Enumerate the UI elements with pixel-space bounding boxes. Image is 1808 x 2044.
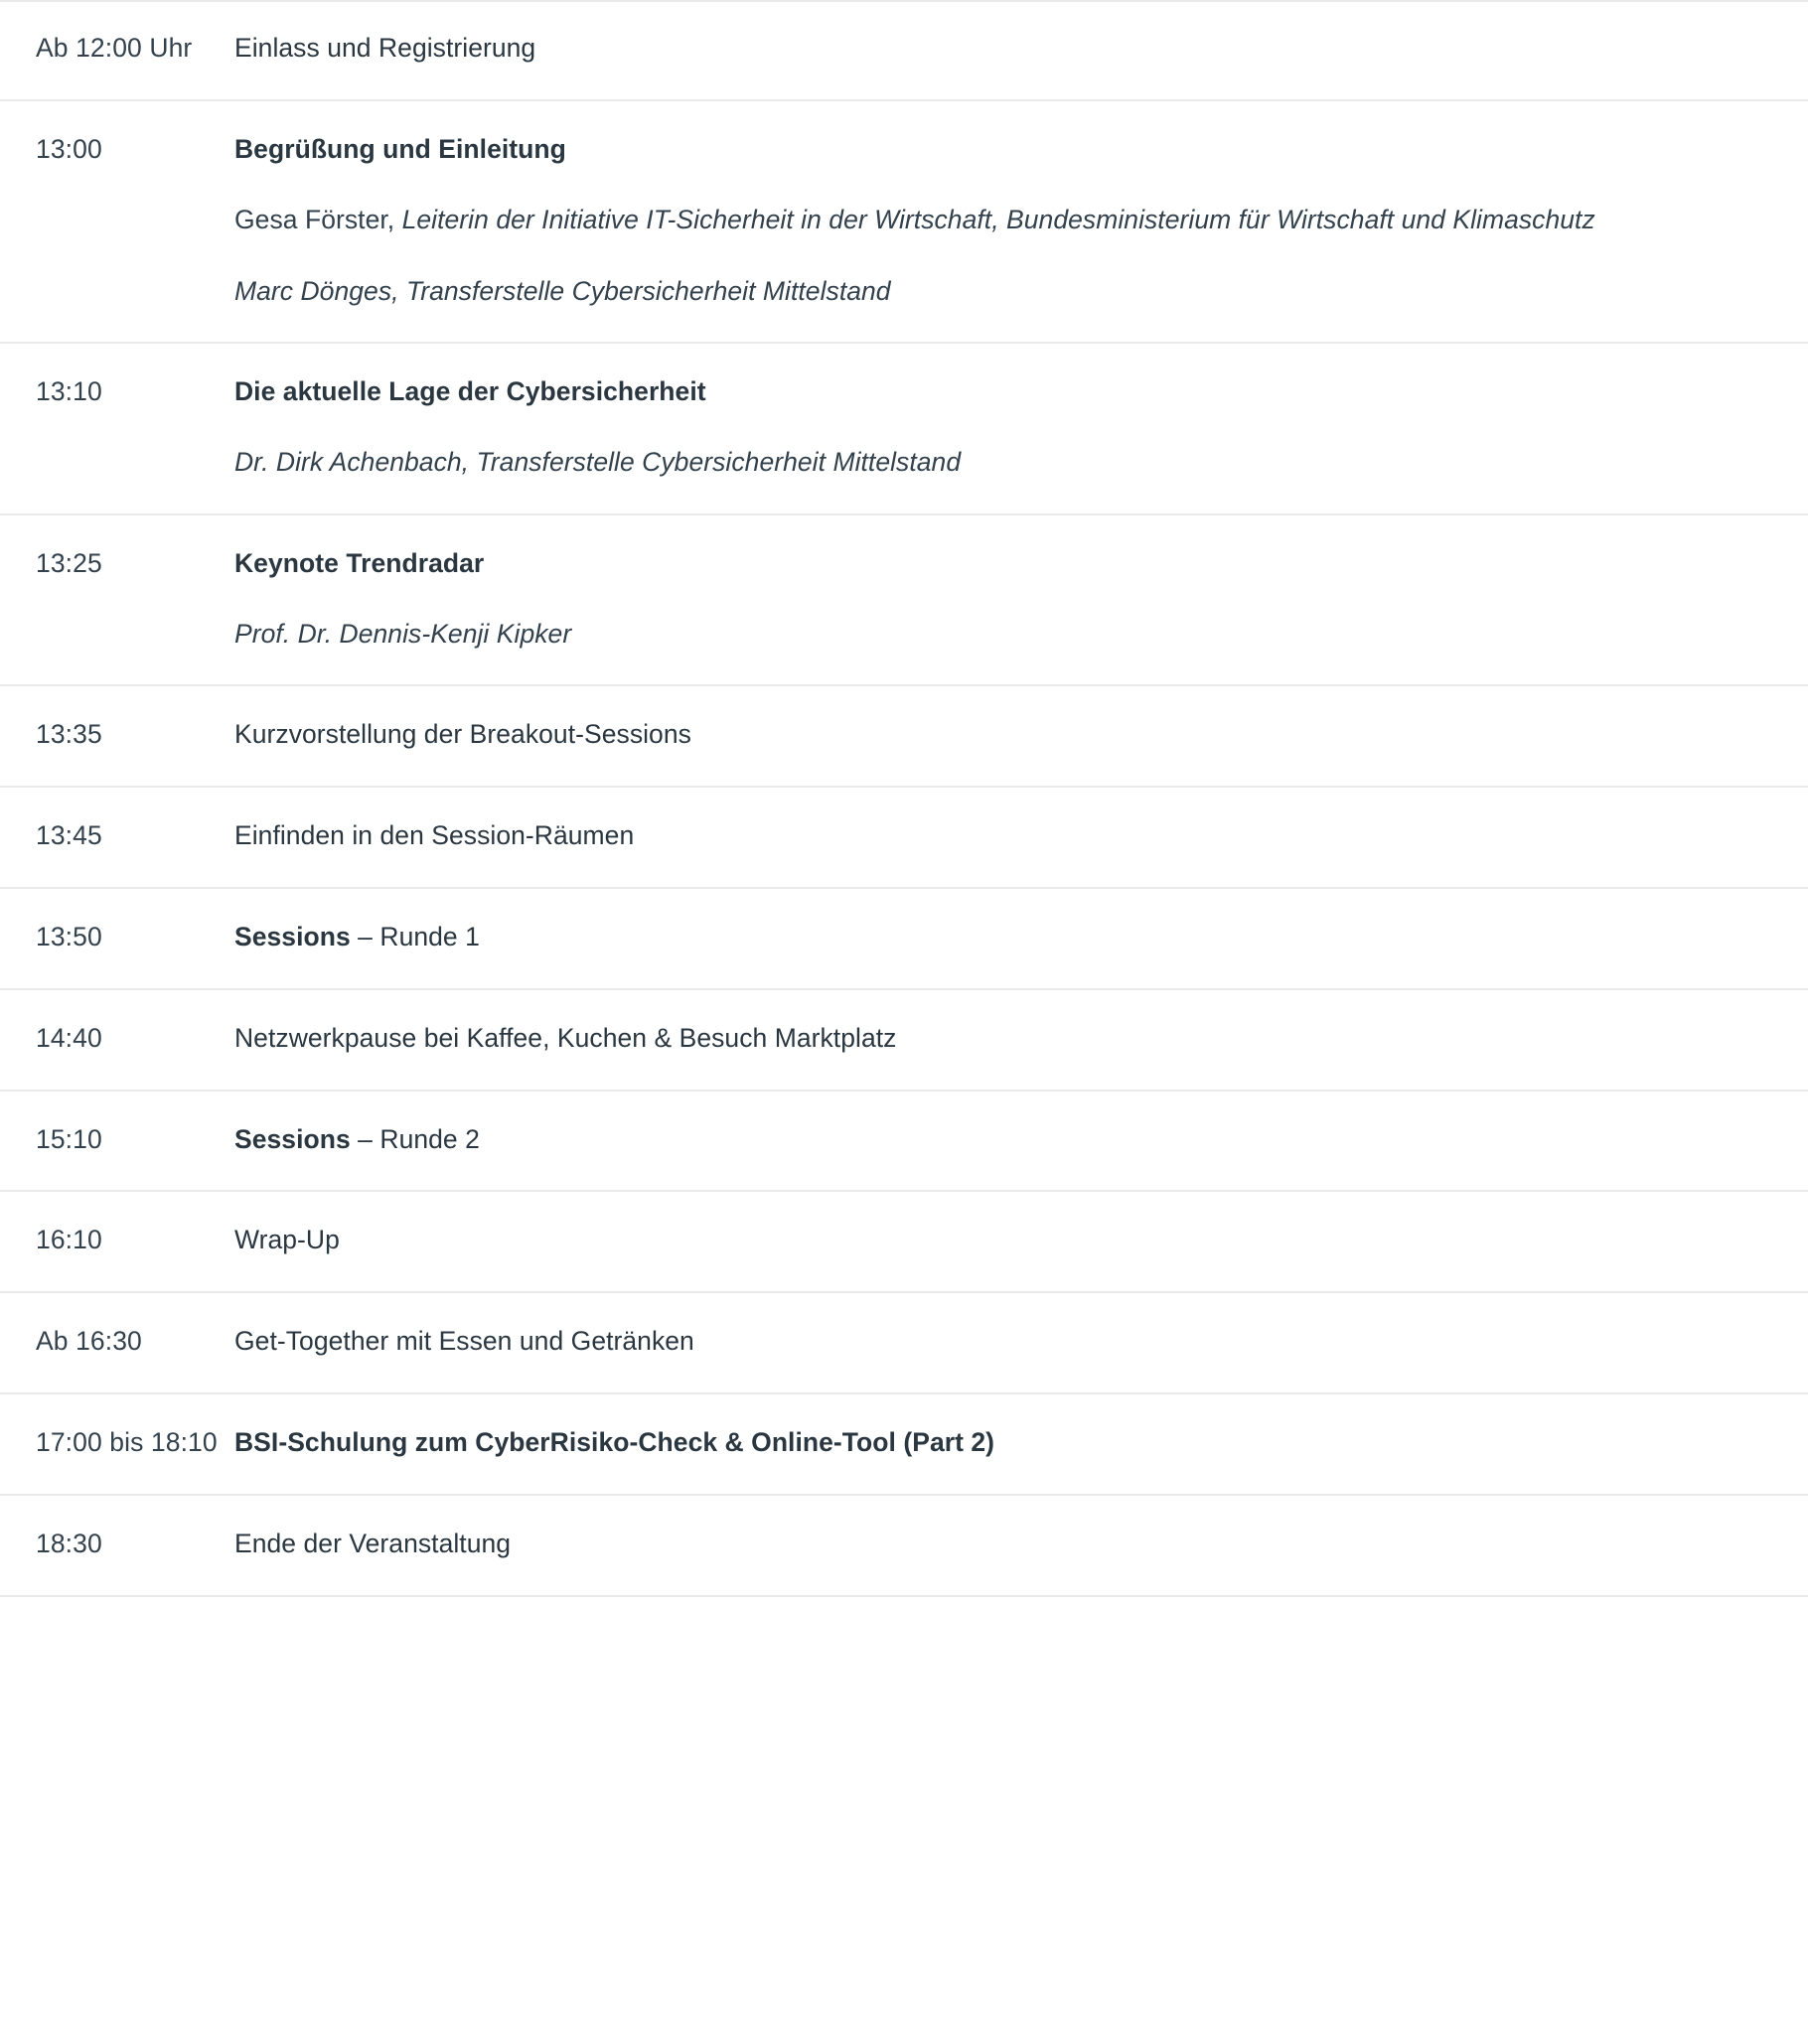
- agenda-row-body: [234, 1220, 1808, 1260]
- agenda-row-time: 13:10: [36, 375, 102, 406]
- agenda-row: [0, 0, 1808, 101]
- speaker-role: Leiterin der Initiative IT-Sicherheit in der Wirtschaft, Bundesministerium für Wirtschaft und Klimaschutz: [401, 205, 1595, 235]
- agenda-row-title: [234, 1220, 1738, 1260]
- agenda-row-title-text: Ende der Veranstaltung: [234, 1529, 512, 1559]
- agenda-row-body: [234, 1422, 1808, 1463]
- agenda-row-speaker: [234, 614, 1738, 655]
- agenda-row-time: 16:10: [36, 1225, 102, 1255]
- agenda-row-body: [234, 917, 1808, 957]
- agenda-row-title: [234, 28, 1738, 69]
- agenda-row-body: [234, 129, 1808, 312]
- speaker-role: Dr. Dirk Achenbach, Transferstelle Cybersicherheit Mittelstand: [234, 447, 962, 478]
- agenda-row-title-text: BSI-Schulung zum CyberRisiko-Check & Online-Tool (Part 2): [234, 1427, 995, 1458]
- agenda-row-title-text: Get-Together mit Essen und Getränken: [234, 1326, 694, 1357]
- agenda-row: [0, 1496, 1808, 1597]
- agenda-row: [0, 1293, 1808, 1394]
- agenda-row-time: 15:10: [36, 1123, 102, 1154]
- agenda-row-time: 17:00 bis 18:10: [36, 1427, 218, 1458]
- agenda-row-time: 13:35: [36, 719, 102, 750]
- speaker-role: Marc Dönges, Transferstelle Cybersicherheit Mittelstand: [234, 275, 891, 306]
- agenda-row: [0, 101, 1808, 344]
- agenda-row-speaker: [234, 442, 1738, 483]
- agenda-row-title-text: Kurzvorstellung der Breakout-Sessions: [234, 719, 691, 750]
- agenda-row-speaker: [234, 271, 1738, 312]
- speaker-role: Prof. Dr. Dennis-Kenji Kipker: [234, 618, 572, 649]
- agenda-row-time: Ab 16:30: [36, 1326, 142, 1357]
- agenda-row: [0, 990, 1808, 1092]
- agenda-row-title: [234, 1524, 1738, 1564]
- agenda-row-title-text: Keynote Trendradar: [234, 547, 485, 578]
- agenda-row: [0, 1092, 1808, 1193]
- agenda-row-title: [234, 1321, 1738, 1362]
- agenda-row: [0, 686, 1808, 788]
- agenda-row-title: [234, 371, 1738, 412]
- speaker-name: Gesa Förster,: [234, 205, 402, 235]
- agenda-row-time: 18:30: [36, 1529, 102, 1559]
- agenda-row-title: [234, 1119, 1738, 1160]
- agenda-row-title: [234, 1422, 1738, 1463]
- agenda-row-title-text: Die aktuelle Lage der Cybersicherheit: [234, 375, 706, 406]
- agenda-row-title-suffix: – Runde 2: [350, 1123, 480, 1154]
- agenda-row-time: 13:50: [36, 921, 102, 951]
- agenda-row: [0, 344, 1808, 515]
- agenda-row-speaker: [234, 200, 1738, 240]
- agenda-row-title-text: Begrüßung und Einleitung: [234, 133, 566, 164]
- agenda-row-title: [234, 917, 1738, 957]
- agenda-row-title: [234, 714, 1738, 755]
- agenda-row-title-text: Sessions: [234, 1123, 351, 1154]
- agenda-row-title-text: Wrap-Up: [234, 1225, 340, 1255]
- agenda-row-body: [234, 543, 1808, 656]
- agenda-row: [0, 1394, 1808, 1496]
- agenda-row-body: [234, 1524, 1808, 1564]
- agenda-row-title-text: Einfinden in den Session-Räumen: [234, 820, 635, 851]
- agenda-row: [0, 889, 1808, 990]
- agenda-row-body: [234, 28, 1808, 69]
- agenda-row-time: 13:25: [36, 547, 102, 578]
- agenda-row-title: [234, 1018, 1738, 1059]
- agenda-row-body: [234, 1119, 1808, 1160]
- agenda-row-body: [234, 1321, 1808, 1362]
- agenda-row: [0, 1192, 1808, 1293]
- agenda-row-body: [234, 1018, 1808, 1059]
- agenda-row-title-text: Netzwerkpause bei Kaffee, Kuchen & Besuch Marktplatz: [234, 1022, 897, 1053]
- agenda-row-title: [234, 543, 1738, 584]
- agenda-row-title: [234, 129, 1738, 170]
- agenda-row-title-text: Einlass und Registrierung: [234, 33, 536, 63]
- agenda-row-body: [234, 815, 1808, 856]
- agenda-row-time: 14:40: [36, 1022, 102, 1053]
- agenda-row: [0, 515, 1808, 687]
- agenda-row: [0, 788, 1808, 889]
- agenda-row-time: 13:45: [36, 820, 102, 851]
- agenda-row-title-suffix: – Runde 1: [350, 921, 480, 951]
- agenda-row-time: 13:00: [36, 133, 102, 164]
- agenda-row-time: Ab 12:00 Uhr: [36, 33, 193, 63]
- agenda-row-title-text: Sessions: [234, 921, 351, 951]
- agenda-row-body: [234, 714, 1808, 755]
- agenda-row-title: [234, 815, 1738, 856]
- agenda-row-body: [234, 371, 1808, 484]
